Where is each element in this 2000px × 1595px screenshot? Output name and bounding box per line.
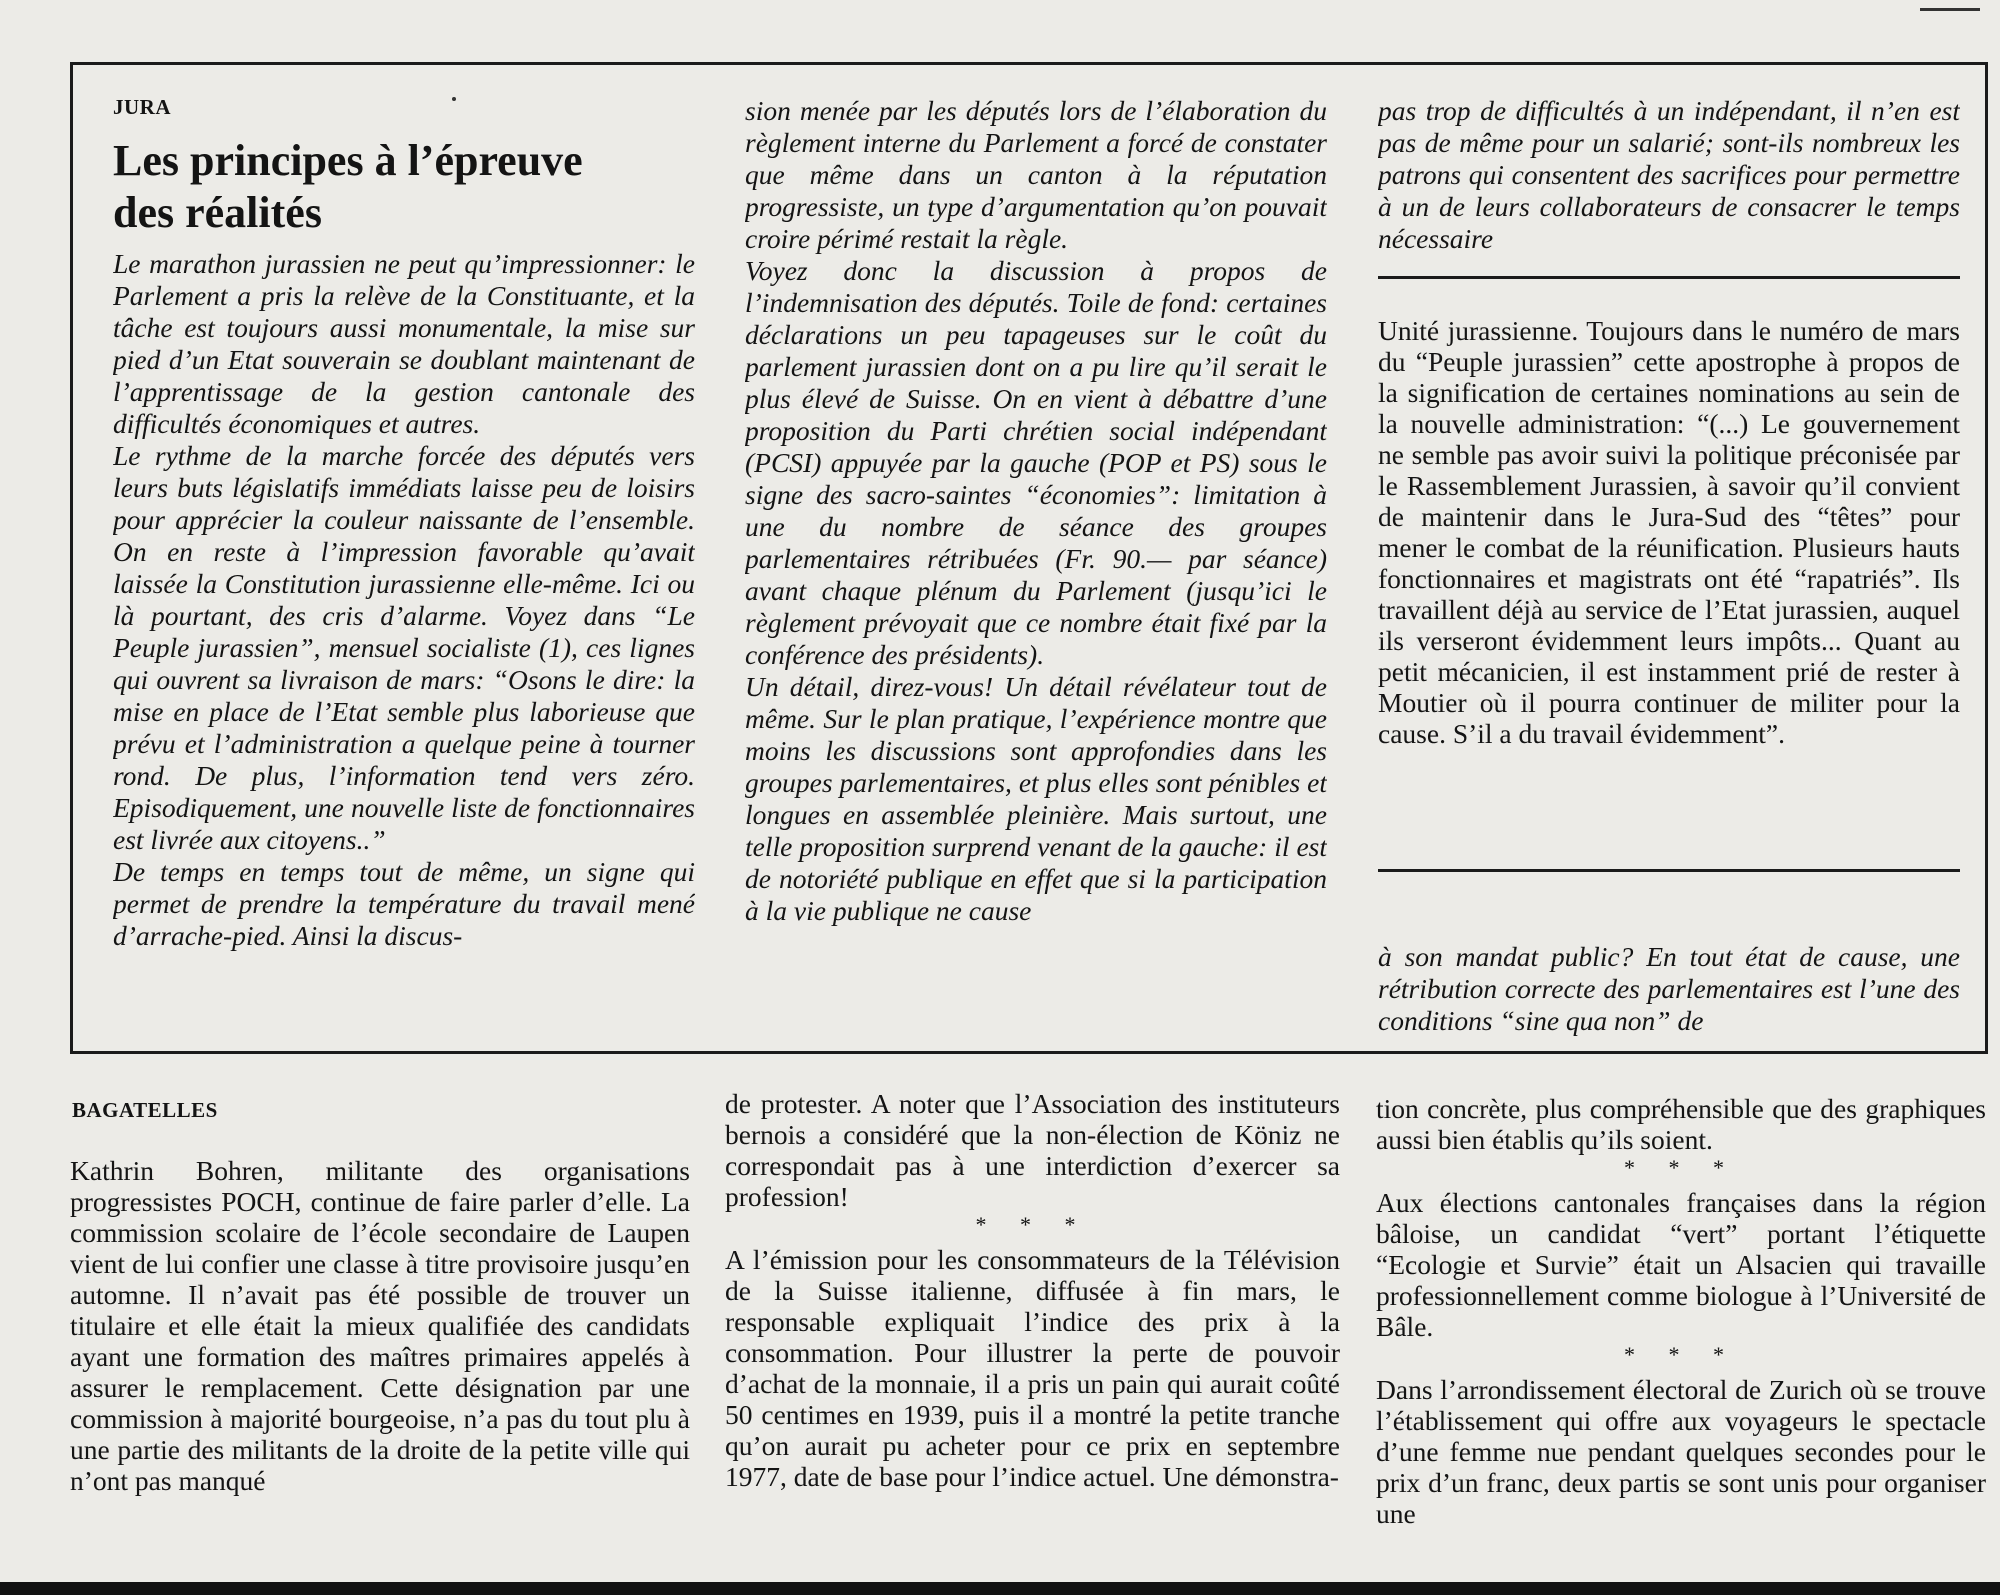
jura-headline-line2: des réalités	[113, 188, 322, 237]
print-speck	[1920, 8, 1980, 11]
bagatelles-col3-separator-1: * * *	[1624, 1155, 1738, 1180]
jura-column-1	[113, 248, 695, 1038]
jura-column-3-bottom	[1378, 941, 1960, 1041]
bagatelles-col3-paragraph-3: Dans l’arrondissement électoral de Zurich où se trouve l’établissement qui offre aux voyageurs le spectacle d’une femme nue pendant quelques secondes pour le prix d’un franc, deux partis se sont unis pour organiser une	[1376, 1374, 1986, 1529]
jura-col1-paragraph-2: Le rythme de la marche forcée des députés vers leurs buts législatifs immédiats laisse peu de loisirs pour apprécier la couleur naissante de l’ensemble. On en reste à l’impression favorable qu’avait laissée la Constitution jurassienne elle-même. Ici ou là pourtant, des cris d’alarme. Voyez dans “Le Peuple jurassien”, mensuel socialiste (1), ces lignes qui ouvrent sa livraison de mars: “Osons le dire: la mise en place de l’Etat semble plus laborieuse que prévu et l’administration a quelque peine à tourner rond. De plus, l’information tend vers zéro. Episodiquement, une nouvelle liste de fonctionnaires est livrée aux citoyens..”	[113, 440, 695, 855]
jura-inset-bottom-rule	[1378, 869, 1960, 872]
jura-col2-paragraph-2: Voyez donc la discussion à propos de l’indemnisation des députés. Toile de fond: certaines déclarations un peu tapageuses sur le coût du parlement jurassien dont on a pu lire qu’il serait le plus élevé de Suisse. On en vient à débattre d’une proposition du Parti chrétien social indépendant (PCSI) appuyée par la gauche (POP et PS) sous le signe des sacro-saintes “économies”: limitation à une du nombre de séance des groupes parlementaires rétribuées (Fr. 90.— par séance) avant chaque plénum du Parlement (jusqu’ici le règlement prévoyait que ce nombre était fixé par la conférence des présidents).	[745, 255, 1327, 670]
jura-col1-paragraph-1: Le marathon jurassien ne peut qu’impressionner: le Parlement a pris la relève de la Constituante, et la tâche est toujours aussi monumentale, la mise sur pied d’un Etat souverain se doublant maintenant de l’apprentissage de la gestion cantonale des difficultés économiques et autres.	[113, 248, 695, 439]
bagatelles-column-3	[1376, 1093, 1986, 1578]
jura-col2-paragraph-3: Un détail, direz-vous! Un détail révélateur tout de même. Sur le plan pratique, l’expérience montre que moins les discussions sont approfondies dans les groupes parlementaires, et plus elles sont pénibles et longues en assemblée pleinière. Mais surtout, une telle proposition surprend venant de la gauche: il est de notoriété publique en effet que si la participation à la vie publique ne cause	[745, 671, 1327, 926]
bagatelles-col2-paragraph-1: de protester. A noter que l’Association des instituteurs bernois a considéré que la non-élection de Köniz ne correspondait pas à une interdiction d’exercer sa profession!	[725, 1088, 1340, 1212]
jura-column-2	[745, 95, 1327, 1040]
jura-headline-line1: Les principes à l’épreuve	[113, 136, 583, 185]
bagatelles-col3-paragraph-2: Aux élections cantonales françaises dans la région bâloise, un candidat “vert” portant l’étiquette “Ecologie et Survie” était un Alsacien qui travaille professionnellement comme biologue à l’Université de Bâle.	[1376, 1187, 1986, 1342]
print-speck	[452, 97, 456, 101]
bagatelles-col1-text: Kathrin Bohren, militante des organisations progressistes POCH, continue de faire parler d’elle. La commission scolaire de l’école secondaire de Laupen vient de lui confier une classe à titre provisoire jusqu’en automne. Il n’avait pas été possible de trouver un titulaire et elle était la mieux qualifiée des candidats ayant une formation des maîtres primaires appelés à assurer le remplacement. Cette désignation par une commission à majorité bourgeoise, n’a pas du tout plu à une partie des militants de la droite de la petite ville qui n’ont pas manqué	[70, 1155, 690, 1496]
jura-headline	[113, 135, 583, 239]
jura-inset-box	[1378, 315, 1960, 915]
bagatelles-col3-separator-2: * * *	[1624, 1342, 1738, 1367]
jura-col3-bottom-text: à son mandat public? En tout état de cause, une rétribution correcte des parlementaires est l’une des conditions “sine qua non” de	[1378, 941, 1960, 1036]
bagatelles-kicker: BAGATELLES	[72, 1098, 218, 1122]
bagatelles-column-1	[70, 1155, 690, 1575]
jura-column-3-top	[1378, 95, 1960, 255]
jura-col1-paragraph-3: De temps en temps tout de même, un signe qui permet de prendre la température du travail mené d’arrache-pied. Ainsi la discus-	[113, 856, 695, 951]
jura-inset-text: Unité jurassienne. Toujours dans le numéro de mars du “Peuple jurassien” cette apostrophe à propos de la signification de certaines nominations au sein de la nouvelle administration: “(...) Le gouvernement ne semble pas avoir suivi la politique préconisée par le Rassemblement Jurassien, à savoir qu’il convient de maintenir dans le Jura-Sud des “têtes” pour mener le combat de la réunification. Plusieurs hauts fonctionnaires et magistrats ont été “rapatriés”. Ils travaillent déjà au service de l’Etat jurassien, auquel ils verseront évidemment leurs impôts... Quant au petit mécanicien, il est instamment prié de rester à Moutier où il pourra continuer de militer pour la cause. S’il a du travail évidemment”.	[1378, 315, 1960, 749]
jura-kicker: JURA	[113, 95, 171, 119]
jura-inset-top-rule	[1378, 276, 1960, 279]
bagatelles-col2-separator: * * *	[975, 1212, 1090, 1237]
page-bottom-edge	[0, 1582, 2000, 1595]
jura-article-box	[70, 62, 1988, 1054]
bagatelles-column-2	[725, 1088, 1340, 1578]
jura-col3-top-text: pas trop de difficultés à un indépendant, il n’en est pas de même pour un salarié; sont-ils nombreux les patrons qui consentent des sacrifices pour permettre à un de leurs collaborateurs de consacrer le temps nécessaire	[1378, 95, 1960, 254]
jura-col2-paragraph-1: sion menée par les députés lors de l’élaboration du règlement interne du Parlement a forcé de constater que même dans un canton à la réputation progressiste, un type d’argumentation qu’on pouvait croire périmé restait la règle.	[745, 95, 1327, 254]
bagatelles-col3-paragraph-1: tion concrète, plus compréhensible que des graphiques aussi bien établis qu’ils soient.	[1376, 1093, 1986, 1155]
bagatelles-col2-paragraph-2: A l’émission pour les consommateurs de la Télévision de la Suisse italienne, diffusée à fin mars, le responsable expliquait l’indice des prix à la consommation. Pour illustrer la perte de pouvoir d’achat de la monnaie, il a pris un pain qui aurait coûté 50 centimes en 1939, puis il a montré la petite tranche qu’on aurait pu acheter pour ce prix en septembre 1977, date de base pour l’indice actuel. Une démonstra-	[725, 1244, 1340, 1492]
